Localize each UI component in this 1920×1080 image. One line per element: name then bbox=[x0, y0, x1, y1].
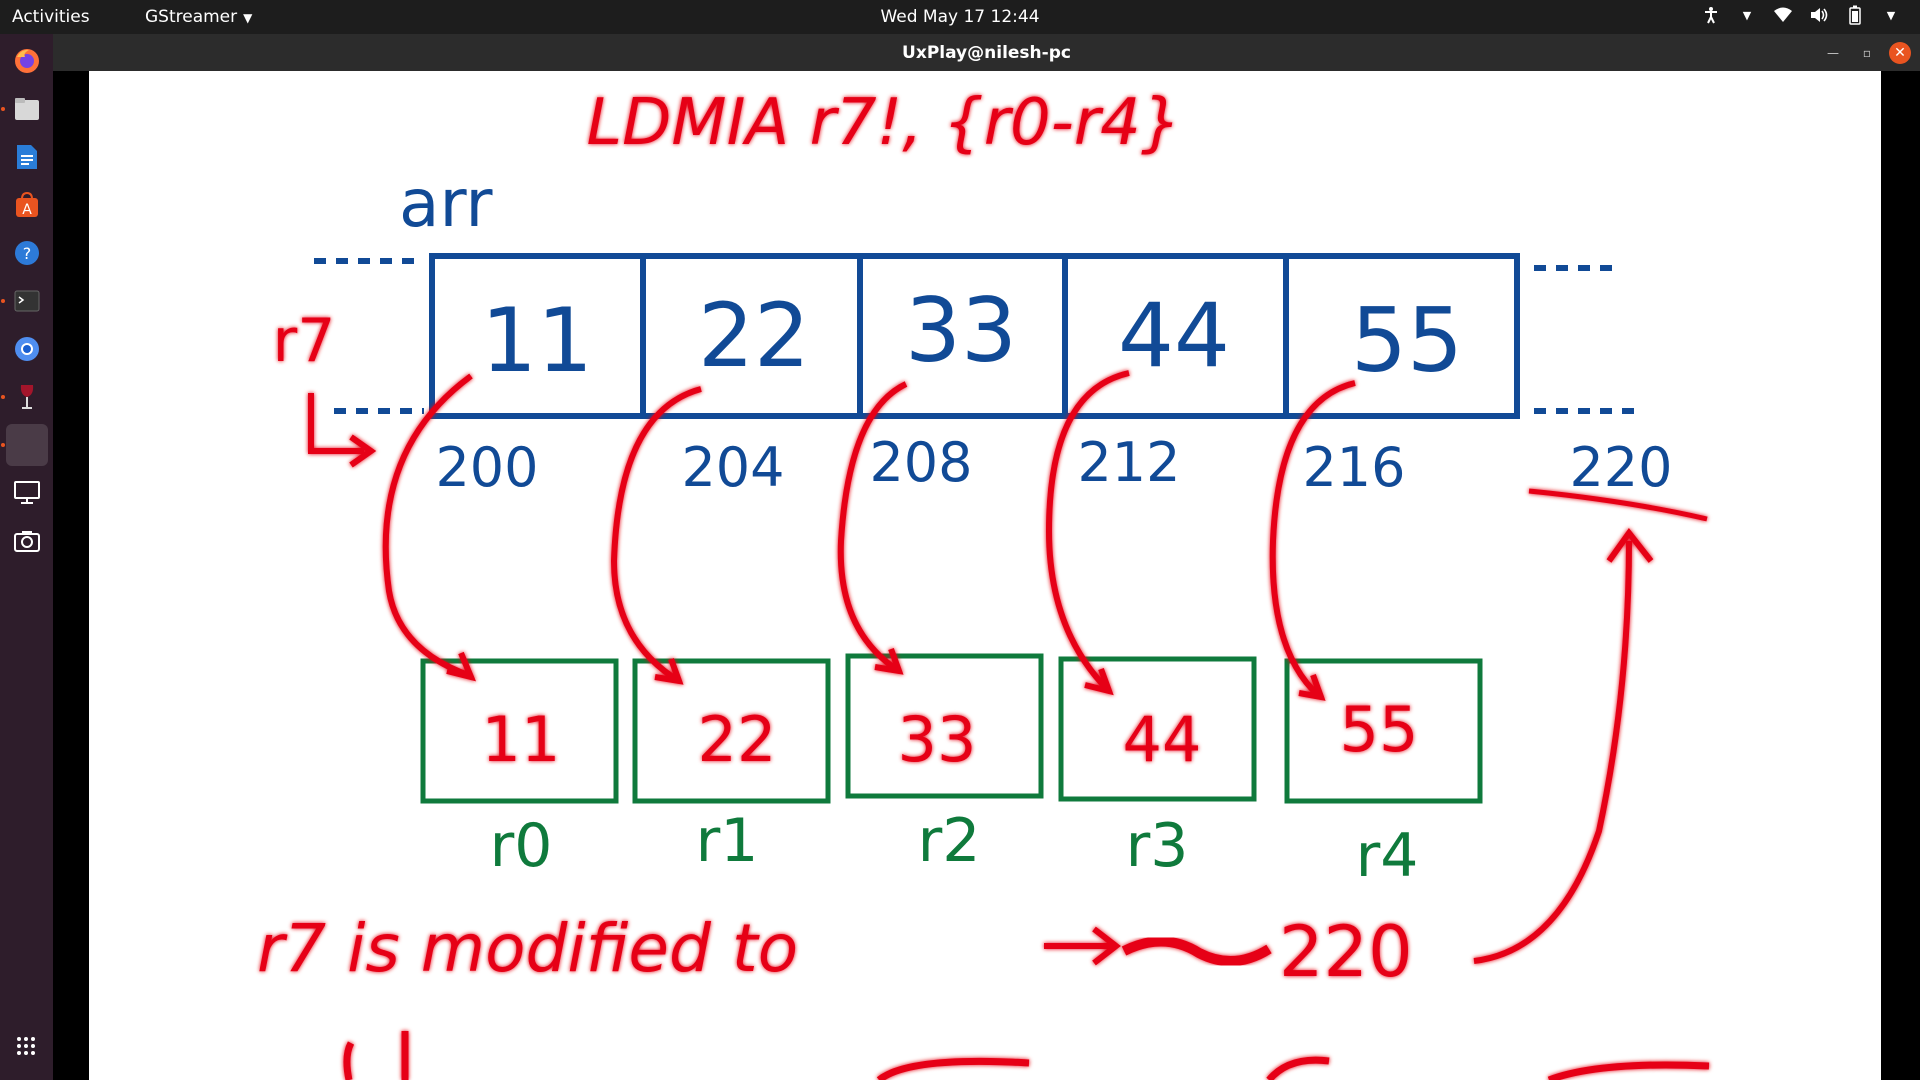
show-applications-button[interactable] bbox=[6, 1026, 46, 1070]
wine-icon bbox=[17, 383, 37, 411]
register-name-2: r2 bbox=[917, 806, 981, 876]
dock-wine[interactable] bbox=[6, 376, 48, 418]
register-value-1: 22 bbox=[697, 703, 777, 776]
writeback-arrow bbox=[1474, 533, 1651, 961]
footer-text: r7 is modified to bbox=[257, 910, 799, 987]
close-icon[interactable]: ✕ bbox=[1889, 42, 1911, 64]
dock-active-app[interactable] bbox=[6, 424, 48, 466]
running-indicator bbox=[1, 107, 5, 111]
window-titlebar[interactable] bbox=[53, 34, 1920, 71]
base-pointer-arrow bbox=[311, 393, 371, 465]
final-value: 220 bbox=[1279, 911, 1413, 993]
whiteboard bbox=[89, 71, 1881, 1080]
software-icon bbox=[14, 192, 40, 218]
running-indicator bbox=[1, 299, 5, 303]
dock-help[interactable] bbox=[6, 232, 48, 274]
app-grid-icon bbox=[6, 1026, 46, 1066]
register-name-3: r3 bbox=[1125, 811, 1189, 881]
writer-icon bbox=[16, 144, 38, 170]
app-menu[interactable] bbox=[145, 7, 252, 27]
array-label: arr bbox=[399, 165, 493, 242]
whiteboard-drawing bbox=[89, 71, 1881, 1080]
memory-value-0: 11 bbox=[481, 289, 593, 392]
register-name-1: r1 bbox=[695, 806, 759, 876]
chromium-icon bbox=[13, 335, 41, 363]
running-indicator bbox=[1, 443, 5, 447]
display-icon bbox=[13, 480, 41, 506]
load-arrow-3 bbox=[1049, 373, 1129, 691]
memory-value-3: 44 bbox=[1118, 284, 1230, 387]
load-arrows bbox=[386, 373, 1355, 697]
load-arrow-4 bbox=[1273, 383, 1355, 697]
base-register-label: r7 bbox=[272, 306, 336, 376]
maximize-icon[interactable]: ▫ bbox=[1862, 46, 1872, 60]
clock[interactable]: Wed May 17 12:44 bbox=[880, 7, 1040, 27]
register-value-3: 44 bbox=[1122, 703, 1202, 776]
chevron-down-icon: ▼ bbox=[243, 11, 253, 25]
address-4: 216 bbox=[1302, 436, 1406, 499]
volume-icon[interactable] bbox=[1808, 4, 1830, 26]
dock-firefox[interactable] bbox=[6, 40, 48, 82]
running-indicator bbox=[1, 395, 5, 399]
instruction-text: LDMIA r7!, {r0-r4} bbox=[586, 86, 1182, 160]
load-arrow-2 bbox=[841, 384, 906, 671]
dock-display[interactable] bbox=[6, 472, 48, 514]
dock-chromium[interactable] bbox=[6, 328, 48, 370]
window-title: UxPlay@nilesh-pc bbox=[902, 43, 1071, 63]
dock bbox=[0, 34, 53, 1080]
dock-files[interactable] bbox=[6, 88, 48, 130]
address-2: 208 bbox=[869, 431, 973, 494]
screenshot-icon bbox=[13, 529, 41, 553]
accessibility-menu-chevron-icon[interactable]: ▼ bbox=[1742, 8, 1752, 22]
battery-icon[interactable] bbox=[1844, 4, 1866, 26]
register-value-4: 55 bbox=[1339, 693, 1419, 766]
address-5: 220 bbox=[1569, 436, 1673, 499]
memory-value-2: 33 bbox=[905, 279, 1017, 382]
footer-arrow bbox=[1044, 929, 1116, 963]
next-line-scribble bbox=[347, 1031, 1709, 1080]
load-arrow-1 bbox=[614, 389, 701, 681]
dock-terminal[interactable] bbox=[6, 280, 48, 322]
system-menu-chevron-icon[interactable]: ▼ bbox=[1886, 8, 1896, 22]
app-menu-label: GStreamer bbox=[145, 7, 238, 27]
register-name-0: r0 bbox=[489, 811, 553, 881]
scribbled-out-value bbox=[1124, 941, 1269, 961]
dock-screenshot[interactable] bbox=[6, 520, 48, 562]
address-0: 200 bbox=[435, 436, 539, 499]
address-3: 212 bbox=[1077, 431, 1181, 494]
register-name-4: r4 bbox=[1355, 821, 1419, 891]
accessibility-icon[interactable] bbox=[1700, 4, 1722, 26]
files-icon bbox=[14, 97, 40, 121]
load-arrow-0 bbox=[386, 376, 471, 677]
firefox-icon bbox=[13, 47, 41, 75]
minimize-icon[interactable]: — bbox=[1827, 46, 1839, 60]
active-app-icon bbox=[14, 432, 40, 458]
register-value-0: 11 bbox=[481, 703, 561, 776]
help-icon bbox=[13, 239, 41, 267]
memory-value-1: 22 bbox=[698, 284, 810, 387]
terminal-icon bbox=[14, 290, 40, 312]
video-area bbox=[53, 71, 1920, 1080]
address-1: 204 bbox=[681, 436, 785, 499]
activities-button[interactable]: Activities bbox=[12, 7, 90, 27]
register-value-2: 33 bbox=[897, 703, 977, 776]
memory-value-4: 55 bbox=[1351, 289, 1463, 392]
top-bar bbox=[0, 0, 1920, 34]
dock-writer[interactable] bbox=[6, 136, 48, 178]
svg-text:A: A bbox=[21, 202, 32, 218]
dock-software[interactable] bbox=[6, 184, 48, 226]
wifi-icon[interactable] bbox=[1772, 4, 1794, 26]
svg-text:?: ? bbox=[22, 244, 31, 263]
